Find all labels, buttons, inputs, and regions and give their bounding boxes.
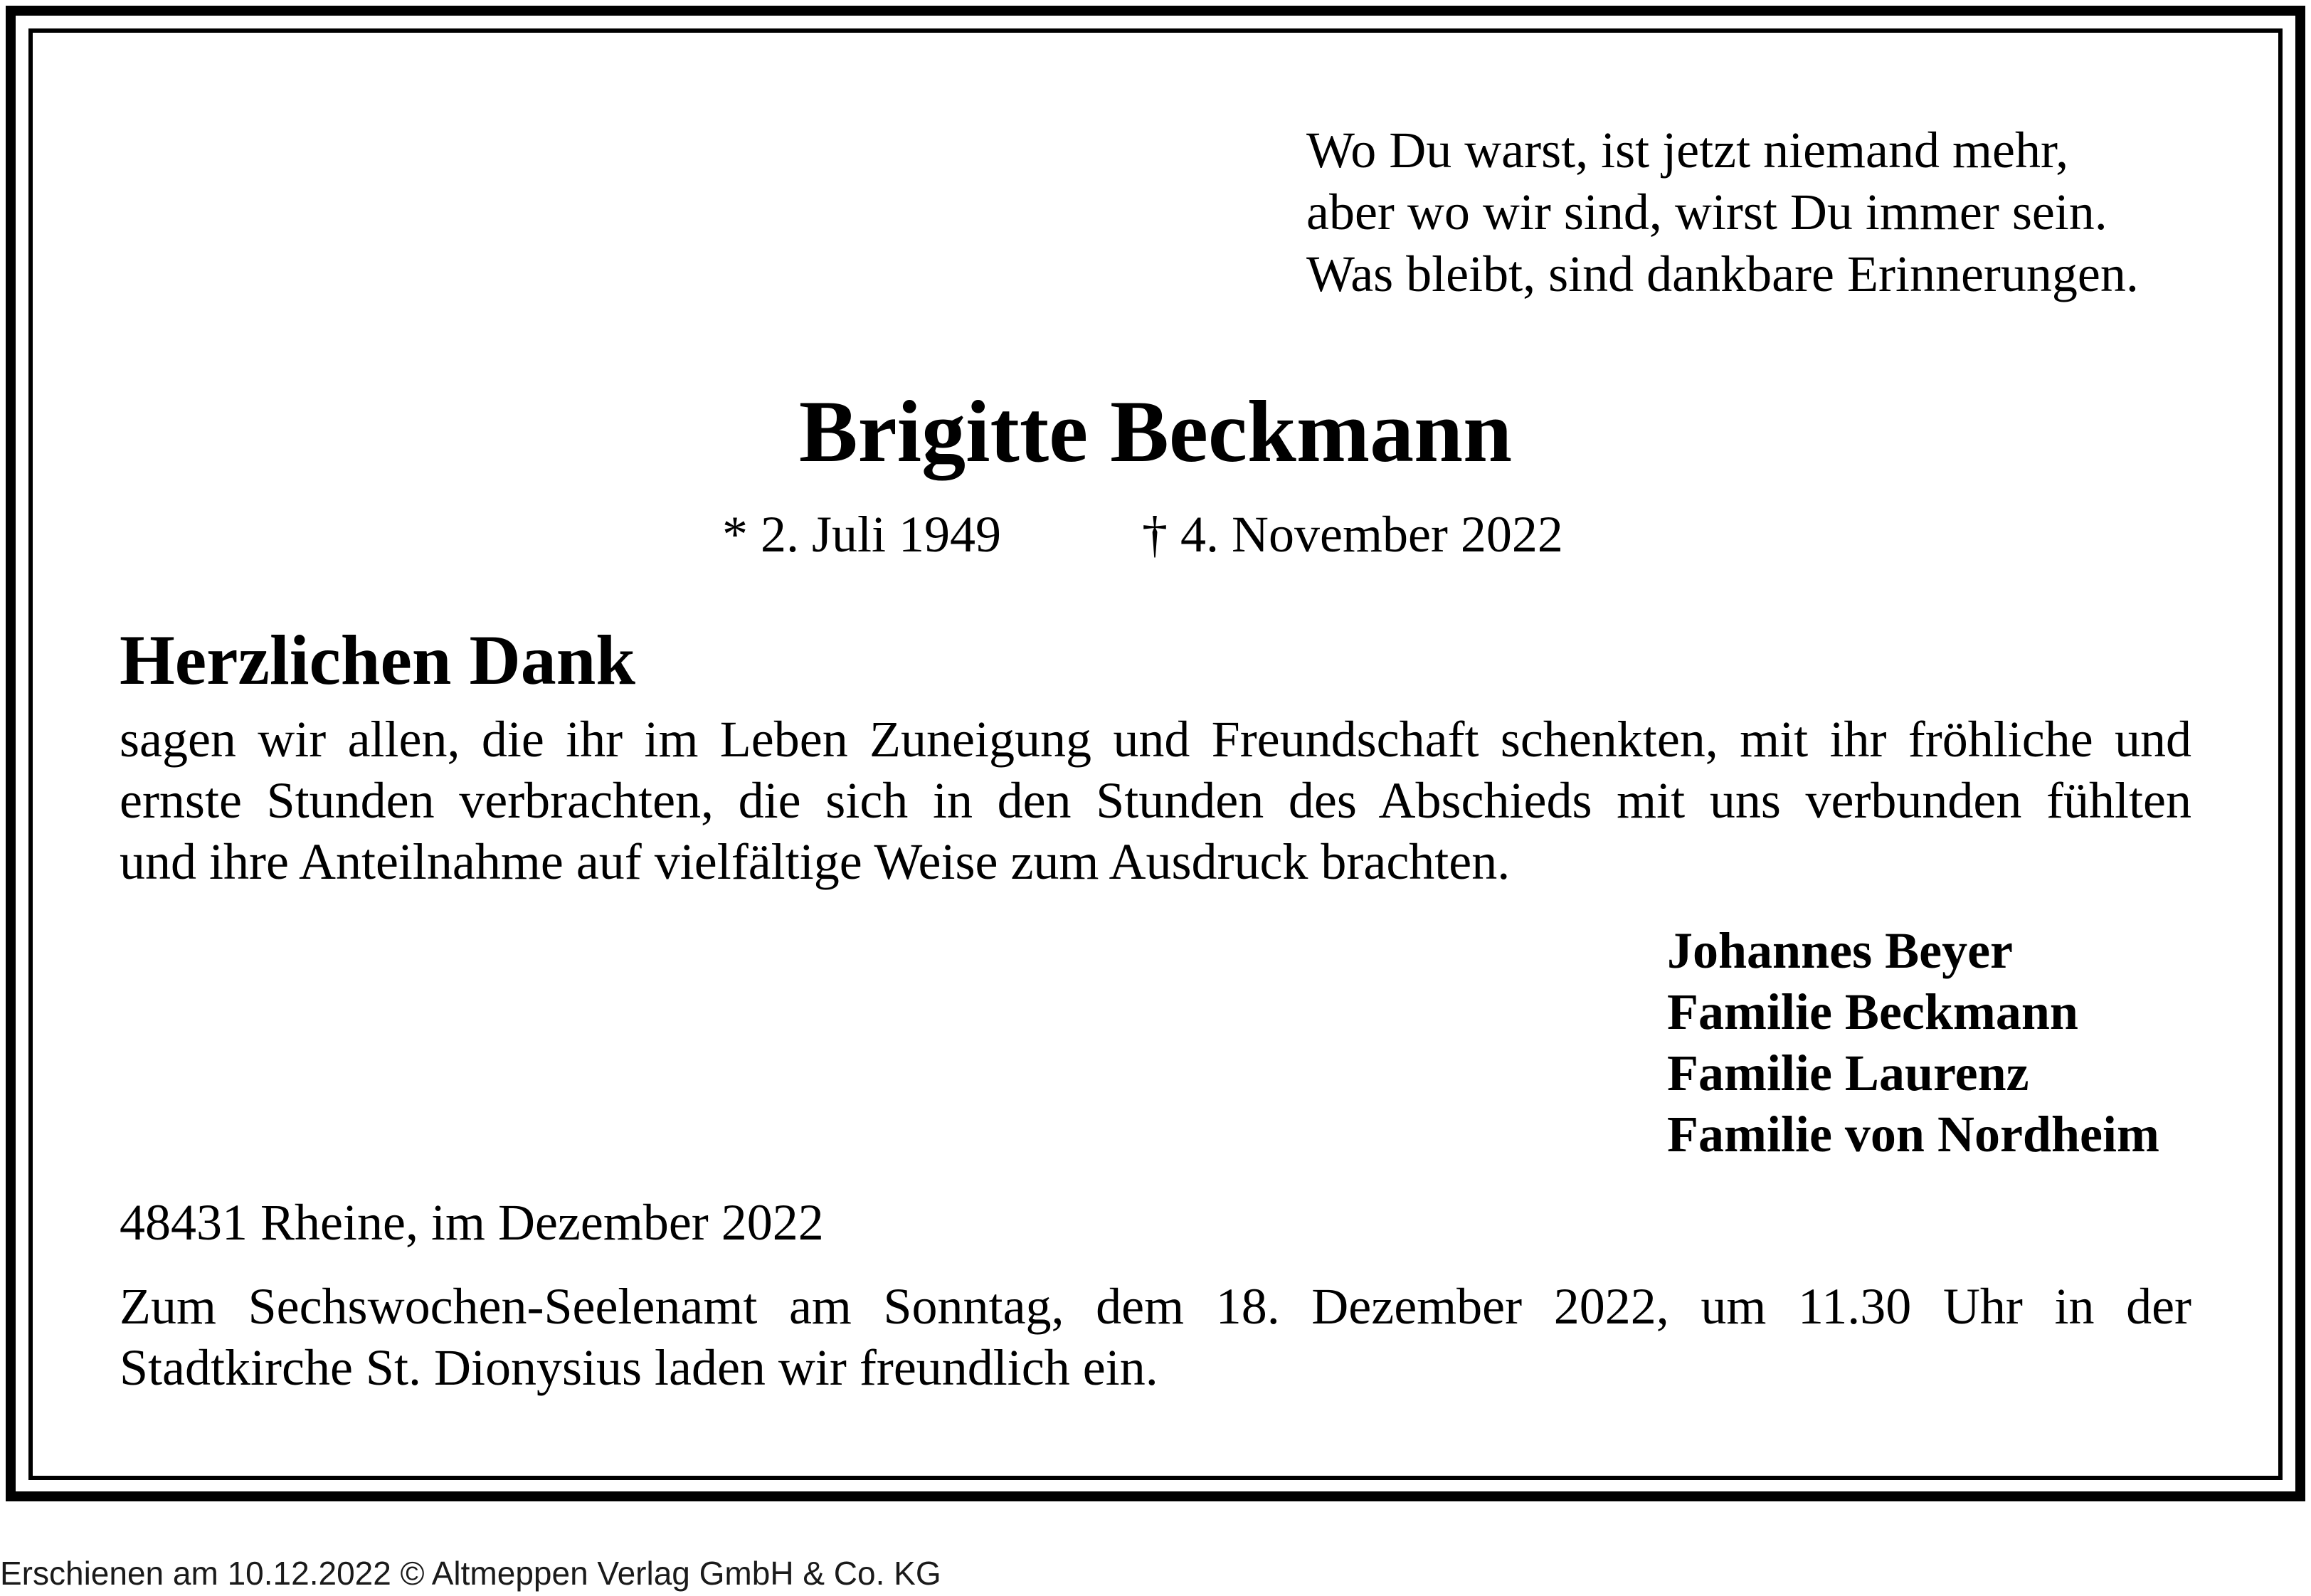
signatory: Familie Beckmann xyxy=(1667,983,2078,1040)
deceased-name: Brigitte Beckmann xyxy=(798,383,1513,480)
birth-date: * 2. Juli 1949 xyxy=(722,506,1002,563)
place-and-date: 48431 Rheine, im Dezember 2022 xyxy=(120,1194,824,1251)
thanks-line: und ihre Anteilnahme auf vielfältige Weise zum Ausdruck brachten. xyxy=(120,833,1511,890)
invitation-line: Zum Sechswochen-Seelenamt am Sonntag, dem 18. Dezember 2022, um 11.30 Uhr in der xyxy=(120,1278,2191,1335)
verse-line: Wo Du warst, ist jetzt niemand mehr, xyxy=(1306,122,2069,179)
publication-footer: Erschienen am 10.12.2022 © Altmeppen Verlag GmbH & Co. KG xyxy=(0,1555,941,1592)
signatory: Johannes Beyer xyxy=(1667,922,2013,979)
thanks-line: sagen wir allen, die ihr im Leben Zuneigung und Freundschaft schenkten, mit ihr fröhliche und xyxy=(120,711,2191,768)
memorial-verse xyxy=(1306,120,2139,305)
signatories xyxy=(1667,920,2159,1165)
verse-line: Was bleibt, sind dankbare Erinnerungen. xyxy=(1306,245,2139,302)
mass-invitation xyxy=(120,1276,2191,1398)
signatory: Familie Laurenz xyxy=(1667,1045,2029,1101)
thanks-heading: Herzlichen Dank xyxy=(120,620,635,699)
invitation-line: Stadtkirche St. Dionysius laden wir freundlich ein. xyxy=(120,1339,1158,1396)
thanks-line: ernste Stunden verbrachten, die sich in den Stunden des Abschieds mit uns verbunden fühlten xyxy=(120,772,2191,829)
verse-line: aber wo wir sind, wirst Du immer sein. xyxy=(1306,184,2108,241)
thanks-text xyxy=(120,709,2191,892)
death-date: † 4. November 2022 xyxy=(1142,506,1563,563)
signatory: Familie von Nordheim xyxy=(1667,1106,2159,1163)
